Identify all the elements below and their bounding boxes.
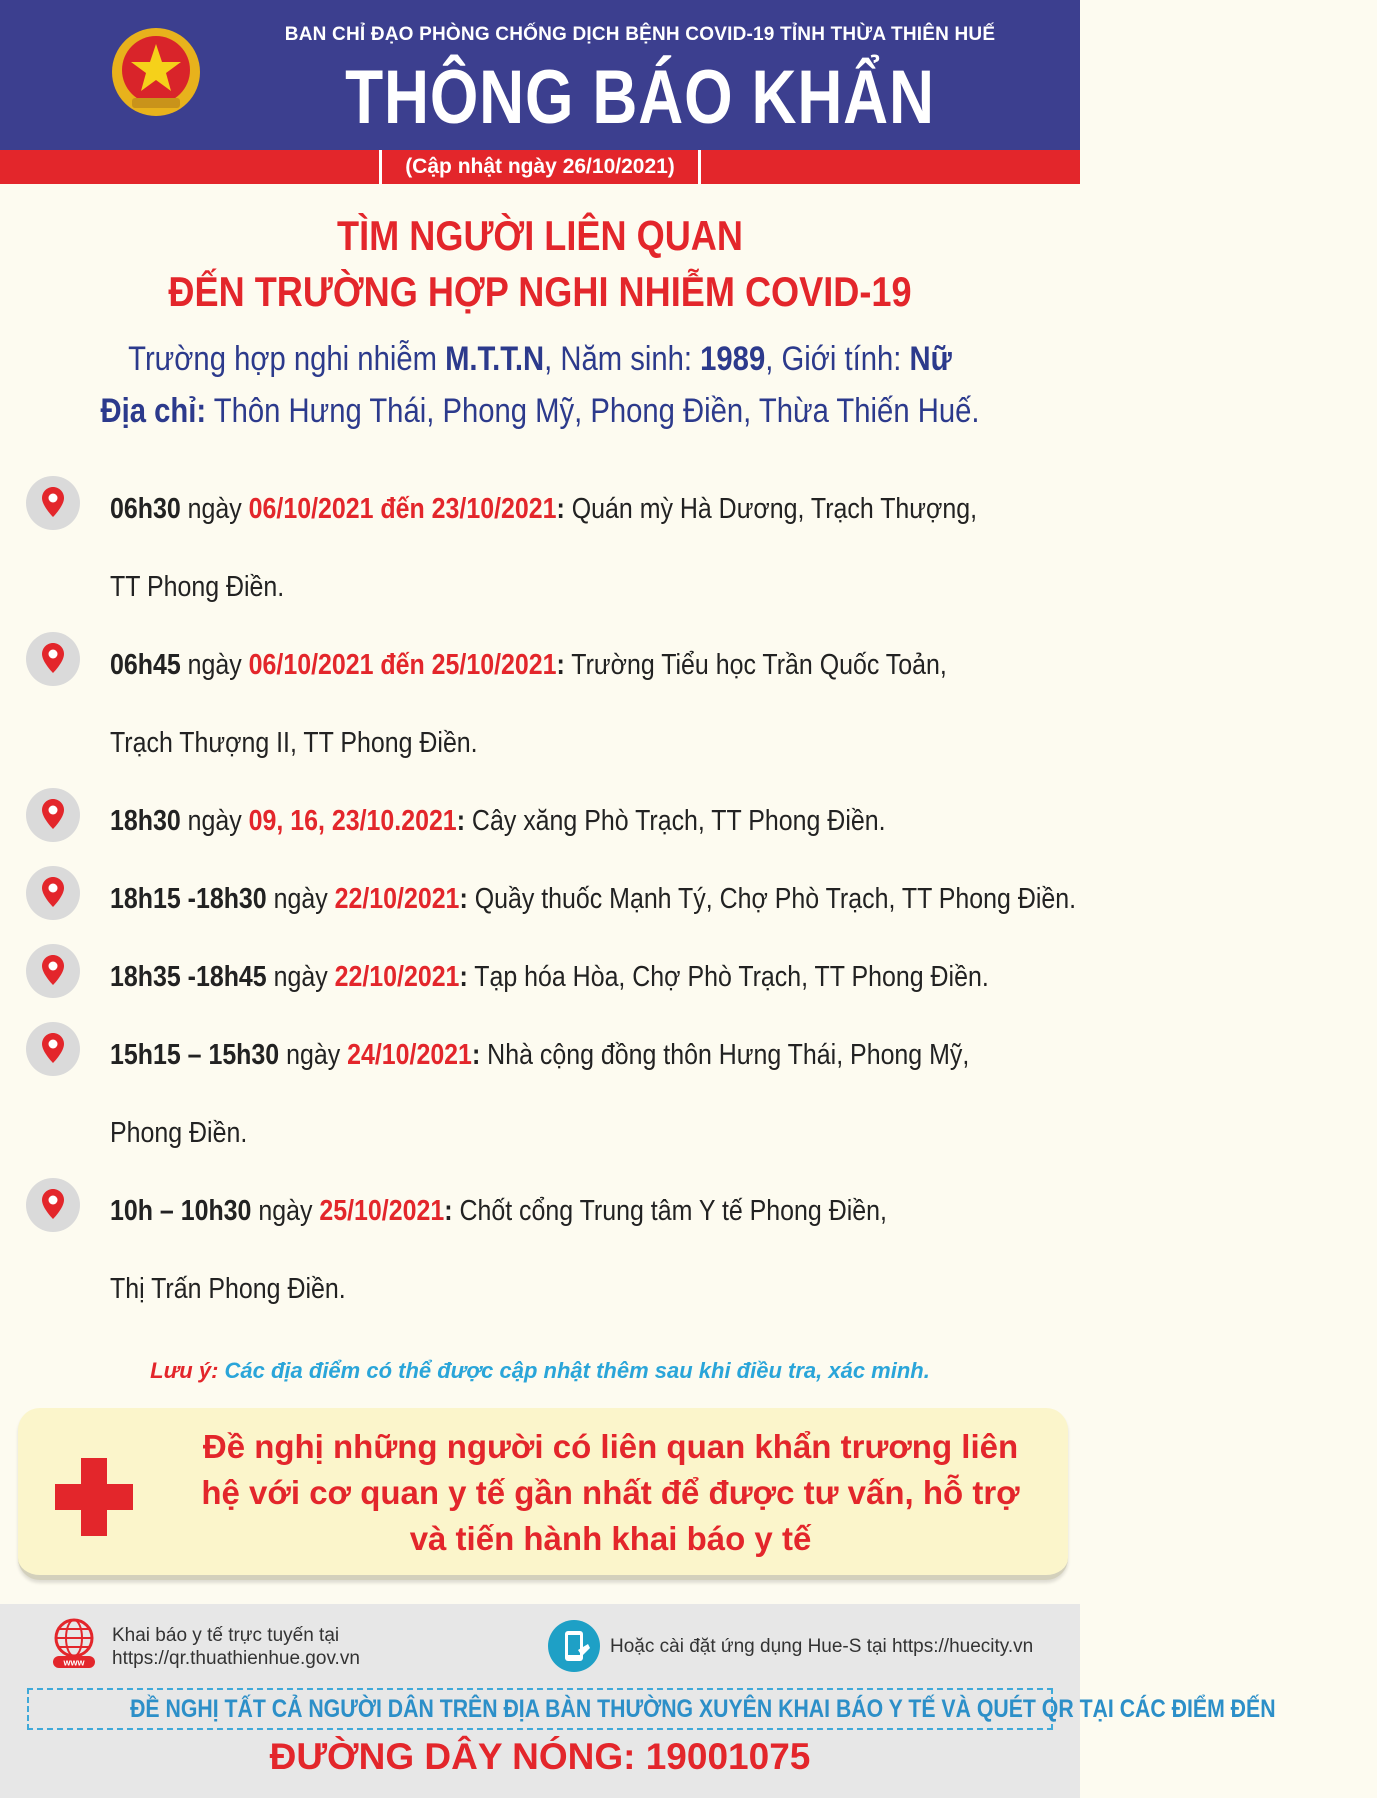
colon: : [459, 883, 468, 915]
heading-line-2: ĐẾN TRƯỜNG HỢP NGHI NHIỄM COVID-19 [168, 268, 912, 315]
header-subtitle: BAN CHỈ ĐẠO PHÒNG CHỐNG DỊCH BỆNH COVID-19 TỈNH THỪA THIÊN HUẾ [284, 24, 996, 45]
birth-year: 1989 [700, 340, 766, 378]
case-code: M.T.T.N [445, 340, 545, 378]
location-date: 06/10/2021 đến 23/10/2021 [248, 493, 557, 525]
location-line [110, 626, 1082, 704]
location-place: Quán mỳ Hà Dương, Trạch Thượng, [564, 493, 978, 525]
callout-line-2: hệ với cơ quan y tế gần nhất để được tư vấn, hỗ trợ [201, 1474, 1020, 1511]
location-date: 22/10/2021 [334, 961, 460, 993]
case-address [76, 392, 1005, 431]
day-word: ngày [266, 883, 335, 915]
location-continuation: Trạch Thượng II, TT Phong Điền. [110, 727, 478, 759]
location-time: 18h35 -18h45 [110, 961, 267, 993]
location-place: Chốt cổng Trung tâm Y tế Phong Điền, [452, 1195, 887, 1227]
list-item [0, 1172, 1080, 1328]
colon: : [556, 493, 565, 525]
location-line [110, 1016, 1082, 1094]
location-list [0, 470, 1080, 1328]
location-line [110, 470, 1082, 548]
location-time: 06h45 [110, 649, 181, 681]
note-text: Các địa điểm có thể được cập nhật thêm sau khi điều tra, xác minh. [224, 1358, 930, 1383]
list-item [0, 1016, 1080, 1172]
address-label: Địa chỉ: [100, 392, 207, 430]
declaration-label: Khai báo y tế trực tuyến tại [112, 1625, 340, 1646]
note [0, 1358, 1080, 1384]
declaration-banner [27, 1688, 1276, 1730]
location-date: 25/10/2021 [319, 1195, 445, 1227]
callout-line-1: Đề nghị những người có liên quan khẩn trương liên [202, 1428, 1019, 1465]
address-value: Thôn Hưng Thái, Phong Mỹ, Phong Điền, Thừa Thiến Huế. [206, 392, 980, 430]
callout-text [163, 1424, 1058, 1562]
header-title: THÔNG BÁO KHẨN [345, 55, 935, 140]
location-place: Trường Tiểu học Trần Quốc Toản, [564, 649, 947, 681]
colon: : [456, 805, 466, 837]
day-word: ngày [180, 805, 249, 837]
contact-callout [18, 1408, 1068, 1580]
location-line [110, 860, 1082, 938]
location-line [110, 1172, 1082, 1250]
location-pin-icon [26, 1022, 80, 1076]
day-word: ngày [251, 1195, 320, 1227]
colon: : [459, 961, 468, 993]
day-word: ngày [266, 961, 335, 993]
location-continuation: TT Phong Điền. [110, 571, 285, 603]
location-line [110, 782, 1082, 860]
www-label: www [63, 1657, 85, 1668]
gender-label: , Giới tính: [765, 340, 910, 378]
location-pin-icon [26, 1178, 80, 1232]
location-date: 09, 16, 23/10.2021 [248, 805, 457, 837]
location-continuation: Phong Điền. [110, 1117, 248, 1149]
list-item [0, 470, 1080, 626]
heading-line-1: TÌM NGƯỜI LIÊN QUAN [337, 212, 743, 259]
location-continuation: Thị Trấn Phong Điền. [110, 1273, 346, 1305]
location-pin-icon [26, 866, 80, 920]
colon: : [471, 1039, 481, 1071]
colon: : [444, 1195, 453, 1227]
list-item [0, 938, 1080, 1016]
location-pin-icon [26, 476, 80, 530]
location-date: 24/10/2021 [347, 1039, 472, 1071]
location-date: 06/10/2021 đến 25/10/2021 [248, 649, 557, 681]
location-time: 18h30 [110, 805, 181, 837]
list-item [0, 782, 1080, 860]
location-time: 18h15 -18h30 [110, 883, 267, 915]
day-word: ngày [180, 649, 249, 681]
location-place: Nhà cộng đồng thôn Hưng Thái, Phong Mỹ, [480, 1039, 970, 1071]
phone-app-icon [548, 1620, 600, 1672]
case-info [76, 340, 1005, 379]
hue-s-app-info[interactable]: Hoặc cài đặt ứng dụng Hue-S tại https://huecity.vn [610, 1636, 1034, 1657]
location-place: Quầy thuốc Mạnh Tý, Chợ Phò Trạch, TT Phong Điền. [467, 883, 1077, 915]
colon: : [556, 649, 565, 681]
callout-line-3: và tiến hành khai báo y tế [409, 1520, 812, 1557]
gender-value: Nữ [909, 340, 952, 378]
footer [0, 1604, 1276, 1798]
location-pin-icon [26, 788, 80, 842]
birth-label: , Năm sinh: [544, 340, 701, 378]
national-emblem-icon [110, 26, 202, 118]
update-date: (Cập nhật ngày 26/10/2021) [382, 150, 698, 184]
location-pin-icon [26, 944, 80, 998]
location-line [110, 938, 1082, 1016]
hotline: ĐƯỜNG DÂY NÓNG: 19001075 [269, 1736, 811, 1777]
banner-text: ĐỀ NGHỊ TẤT CẢ NGƯỜI DÂN TRÊN ĐỊA BÀN THƯỜNG XUYÊN KHAI BÁO Y TẾ VÀ QUÉT QR TẠI CÁC ĐIỂM ĐẾN [130, 1695, 1276, 1723]
declaration-url[interactable]: https://qr.thuathienhue.gov.vn [112, 1648, 360, 1669]
location-place: Cây xăng Phò Trạch, TT Phong Điền. [465, 805, 886, 837]
location-pin-icon [26, 632, 80, 686]
location-time: 10h – 10h30 [110, 1195, 252, 1227]
day-word: ngày [180, 493, 249, 525]
list-item [0, 626, 1080, 782]
case-prefix: Trường hợp nghi nhiễm [128, 340, 446, 378]
location-time: 06h30 [110, 493, 181, 525]
day-word: ngày [279, 1039, 348, 1071]
header-banner [0, 0, 1080, 150]
list-item [0, 860, 1080, 938]
www-globe-icon [52, 1618, 98, 1670]
location-place: Tạp hóa Hòa, Chợ Phò Trạch, TT Phong Điền. [467, 961, 989, 993]
online-declaration-info [112, 1624, 360, 1670]
note-label: Lưu ý: [150, 1358, 225, 1383]
location-time: 15h15 – 15h30 [110, 1039, 280, 1071]
red-cross-icon [55, 1458, 133, 1536]
location-date: 22/10/2021 [334, 883, 460, 915]
